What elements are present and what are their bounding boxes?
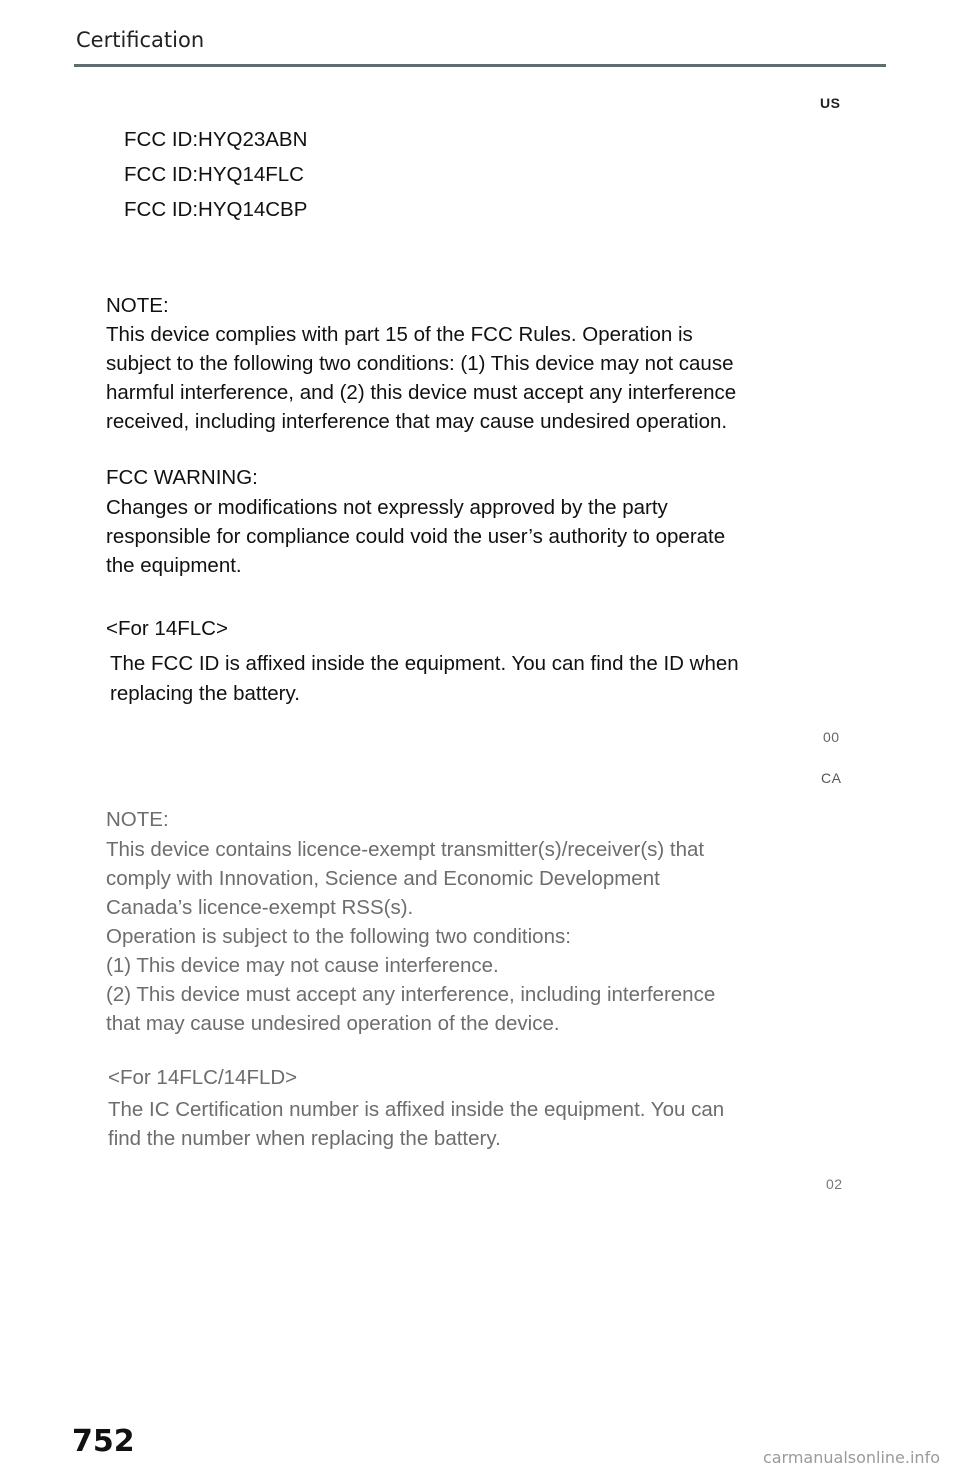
for-line: The FCC ID is affixed inside the equipment. You can find the ID when	[110, 652, 739, 675]
note-line: Operation is subject to the following two conditions:	[106, 925, 571, 948]
for-label: <For 14FLC/14FLD>	[108, 1066, 298, 1089]
header-rule	[74, 64, 886, 67]
note-line: (1) This device may not cause interference.	[106, 954, 499, 977]
page-number: 752	[72, 1424, 135, 1459]
watermark: carmanualsonline.info	[762, 1448, 940, 1467]
for-label: <For 14FLC>	[106, 617, 228, 640]
note-line: received, including interference that may cause undesired operation.	[106, 410, 728, 433]
for-line: The IC Certification number is affixed inside the equipment. You can	[108, 1098, 725, 1121]
section-code: 02	[826, 1176, 843, 1192]
note-line: that may cause undesired operation of the device.	[106, 1012, 560, 1035]
for-line: find the number when replacing the battery.	[108, 1127, 501, 1150]
region-tag-ca: CA	[821, 770, 842, 786]
note-line: harmful interference, and (2) this device must accept any interference	[106, 381, 737, 404]
note-line: comply with Innovation, Science and Economic Development	[106, 867, 660, 890]
for-line: replacing the battery.	[110, 682, 300, 705]
note-line: This device contains licence-exempt transmitter(s)/receiver(s) that	[106, 838, 705, 861]
note-line: This device complies with part 15 of the FCC Rules. Operation is	[106, 323, 693, 346]
note-line: (2) This device must accept any interference, including interference	[106, 983, 716, 1006]
fcc-id-line: FCC ID:HYQ14CBP	[124, 198, 308, 221]
region-tag-us: US	[820, 95, 841, 111]
fcc-id-line: FCC ID:HYQ23ABN	[124, 128, 308, 151]
section-code: 00	[823, 729, 840, 745]
warning-line: the equipment.	[106, 554, 242, 577]
warning-heading: FCC WARNING:	[106, 466, 258, 489]
note-heading: NOTE:	[106, 294, 169, 317]
warning-line: responsible for compliance could void the user’s authority to operate	[106, 525, 726, 548]
note-line: Canada’s licence-exempt RSS(s).	[106, 896, 414, 919]
note-line: subject to the following two conditions: (1) This device may not cause	[106, 352, 734, 375]
note-heading: NOTE:	[106, 808, 169, 831]
fcc-id-line: FCC ID:HYQ14FLC	[124, 163, 304, 186]
warning-line: Changes or modifications not expressly approved by the party	[106, 496, 668, 519]
page-title: Certification	[76, 28, 205, 52]
